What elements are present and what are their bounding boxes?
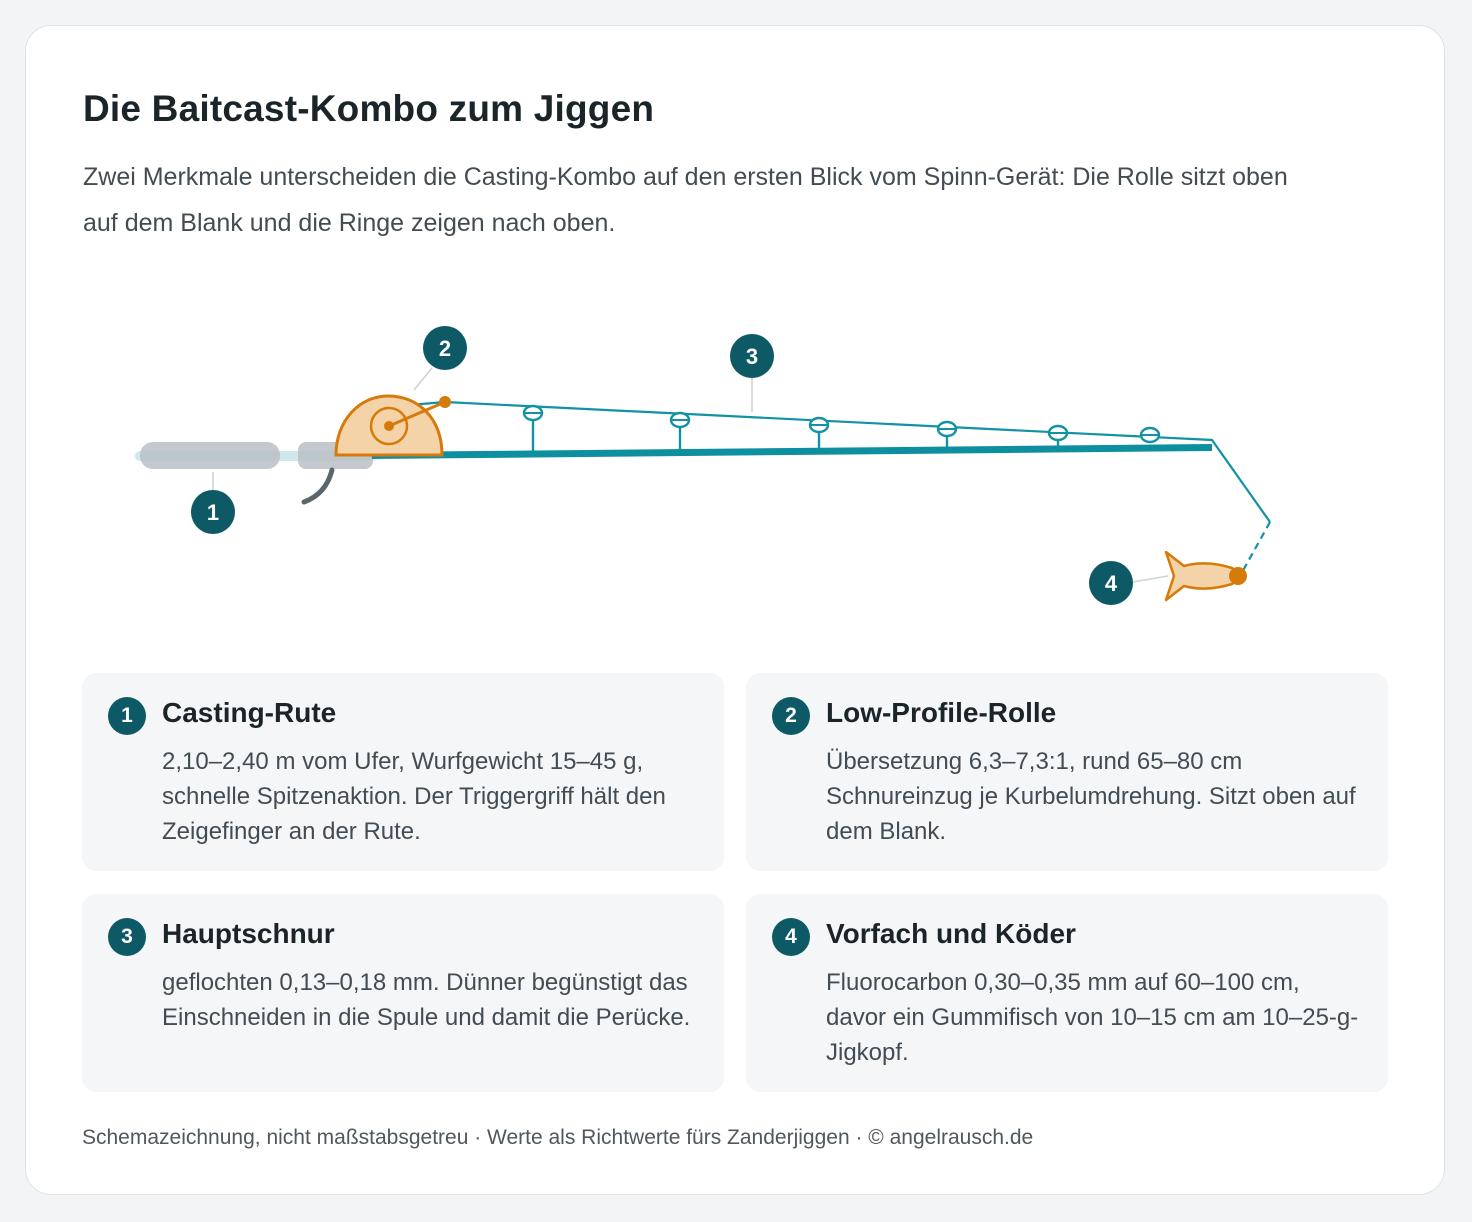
callout-2 — [423, 326, 467, 370]
info-box-title: Casting-Rute — [162, 697, 337, 728]
number-badge: 1 — [108, 697, 146, 735]
number-badge: 2 — [772, 697, 810, 735]
rod-guides — [524, 406, 1159, 451]
soft-bait-lure — [1166, 552, 1247, 600]
info-box-text: Fluorocarbon 0,30–0,35 mm auf 60–100 cm, davor ein Gummifisch von 10–15 cm am 10–25-g-Jigkopf. — [826, 969, 1359, 1066]
callout-3 — [730, 334, 774, 378]
callout-1 — [191, 490, 235, 534]
rod-blank — [372, 444, 1212, 459]
jighead — [1229, 567, 1247, 585]
info-box-title: Hauptschnur — [162, 918, 335, 949]
rod-guide — [938, 422, 956, 447]
rod-guide — [671, 413, 689, 450]
info-box-text: 2,10–2,40 m vom Ufer, Wurfgewicht 15–45 g, schnelle Spitzenaktion. Der Triggergriff hält den Zeigefinger an der Rute. — [162, 748, 666, 845]
svg-text:3: 3 — [745, 344, 759, 369]
info-box-main-line — [82, 894, 724, 1092]
footer-note: Schemazeichnung, nicht maßstabsgetreu · Werte als Richtwerte fürs Zanderjiggen · © angelrausch.de — [82, 1126, 1034, 1149]
info-box-text: geflochten 0,13–0,18 mm. Dünner begünstigt das Einschneiden in die Spule und damit die Perücke. — [162, 969, 691, 1031]
rod-guide — [1049, 426, 1067, 446]
info-box-reel — [746, 673, 1388, 871]
rod-guide — [810, 418, 828, 449]
info-box-title: Vorfach und Köder — [826, 918, 1076, 949]
intro-text: Zwei Merkmale unterscheiden die Casting-Kombo auf den ersten Blick vom Spinn-Gerät: Die Rolle sitzt oben auf dem Blank und die Ringe zeigen nach oben. — [83, 163, 1288, 237]
rear-grip — [140, 442, 280, 469]
number-badge: 3 — [108, 918, 146, 956]
svg-text:4: 4 — [1104, 571, 1118, 596]
info-box-casting-rod — [82, 673, 724, 871]
rod-guide — [524, 406, 542, 451]
reel-handle-knob — [439, 396, 451, 408]
info-box-leader-lure — [746, 894, 1388, 1092]
rod — [140, 442, 1212, 502]
number-badge: 4 — [772, 918, 810, 956]
info-box-text: Übersetzung 6,3–7,3:1, rund 65–80 cm Schnureinzug je Kurbelumdrehung. Sitzt oben auf dem Blank. — [826, 748, 1356, 845]
page-title: Die Baitcast-Kombo zum Jiggen — [83, 88, 655, 129]
callout-4 — [1089, 561, 1133, 605]
info-box-title: Low-Profile-Rolle — [826, 697, 1057, 728]
main-line — [410, 402, 1270, 576]
svg-text:2: 2 — [438, 336, 452, 361]
low-profile-reel — [336, 396, 451, 455]
trigger-grip — [304, 470, 332, 502]
rod-guide — [1141, 428, 1159, 442]
svg-text:1: 1 — [206, 500, 220, 525]
